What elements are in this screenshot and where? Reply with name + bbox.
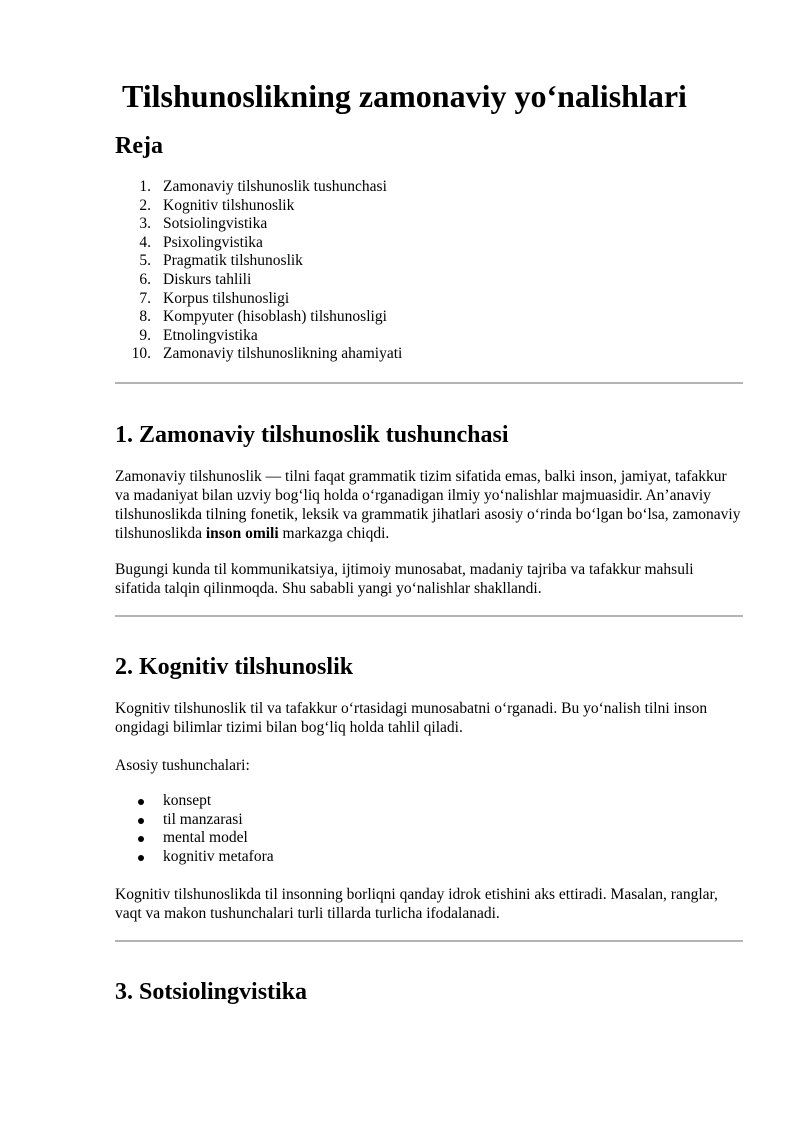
plan-item xyxy=(115,234,402,253)
bullet-icon xyxy=(138,836,144,842)
paragraph-text: Zamonaviy tilshunoslik — tilni faqat grammatik tizim sifatida emas, balki inson, jamiyat, tafakkur va madaniyat bilan uzviy bog‘liq holda o‘rganadigan ilmiy yo‘nalishlar majmuasidir. An’anaviy tilshunoslikda tilning fonetik, leksik va grammatik jihatlari asosiy o‘rinda bo‘lgan bo‘lsa, zamonaviy tilshunoslikda xyxy=(115,468,741,542)
plan-item-text: Pragmatik tilshunoslik xyxy=(163,252,303,270)
plan-item-text: Korpus tilshunosligi xyxy=(163,289,290,307)
plan-item xyxy=(115,178,402,197)
document-title: Tilshunoslikning zamonaviy yo‘nalishlari xyxy=(122,78,687,114)
list-item xyxy=(115,792,274,811)
section-2-paragraph-3: Kognitiv tilshunoslikda til insonning borliqni qanday idrok etishini aks ettiradi. Masalan, ranglar, vaqt va makon tushunchalari turli tillarda turlicha ifodalanadi. xyxy=(115,886,718,922)
plan-item-number: 1. xyxy=(139,178,151,195)
plan-item-number: 8. xyxy=(139,308,151,326)
plan-item-text: Kognitiv tilshunoslik xyxy=(163,196,295,214)
plan-item-text: Psixolingvistika xyxy=(163,233,263,251)
list-item-text: til manzarasi xyxy=(163,810,243,828)
list-item xyxy=(115,811,274,830)
list-item-text: konsept xyxy=(163,792,212,809)
list-item xyxy=(115,848,274,867)
plan-list xyxy=(115,178,402,364)
emphasized-term: inson omili xyxy=(205,525,279,542)
bullet-icon xyxy=(138,855,144,861)
section-2-heading: 2. Kognitiv tilshunoslik xyxy=(115,654,354,680)
plan-item-text: Sotsiolingvistika xyxy=(163,215,268,233)
list-item xyxy=(115,829,274,848)
section-3-heading: 3. Sotsiolingvistika xyxy=(115,979,308,1005)
plan-item xyxy=(115,215,402,234)
plan-item-number: 6. xyxy=(139,270,151,288)
plan-item-text: Zamonaviy tilshunoslik tushunchasi xyxy=(163,178,387,195)
plan-item-number: 2. xyxy=(139,196,151,214)
plan-item-number: 5. xyxy=(139,252,151,270)
section-2-paragraph-1: Kognitiv tilshunoslik til va tafakkur o‘rtasidagi munosabatni o‘rganadi. Bu yo‘nalish tilni inson ongidagi bilimlar tizimi bilan bog‘liq holda tahlil qiladi. xyxy=(115,700,708,736)
section-divider xyxy=(115,615,743,617)
section-2-paragraph-2: Asosiy tushunchalari: xyxy=(115,757,250,774)
list-item-text: mental model xyxy=(163,829,248,847)
section-divider xyxy=(115,940,743,942)
plan-item xyxy=(115,308,402,327)
plan-item-text: Zamonaviy tilshunoslikning ahamiyati xyxy=(163,345,403,363)
plan-item-number: 7. xyxy=(139,289,151,307)
plan-item xyxy=(115,271,402,290)
section-1-paragraph-1 xyxy=(115,467,743,543)
plan-item-number: 9. xyxy=(139,326,151,344)
plan-heading: Reja xyxy=(115,133,163,159)
plan-item xyxy=(115,345,402,364)
plan-item xyxy=(115,327,402,346)
section-1-paragraph-2: Bugungi kunda til kommunikatsiya, ijtimoiy munosabat, madaniy tajriba va tafakkur mahsuli sifatida talqin qilinmoqda. Shu sababli yangi yo‘nalishlar shakllandi. xyxy=(115,561,694,597)
plan-item xyxy=(115,252,402,271)
plan-item-text: Kompyuter (hisoblash) tilshunosligi xyxy=(163,308,387,326)
plan-item-text: Diskurs tahlili xyxy=(163,270,252,288)
plan-item-number: 3. xyxy=(139,215,151,233)
section-divider xyxy=(115,382,743,384)
plan-item xyxy=(115,290,402,309)
plan-item-number: 10. xyxy=(131,345,151,363)
paragraph-text: markazga chiqdi. xyxy=(278,525,390,542)
bullet-icon xyxy=(138,818,144,824)
bullet-icon xyxy=(138,799,144,805)
list-item-text: kognitiv metafora xyxy=(163,847,274,865)
plan-item xyxy=(115,197,402,216)
plan-item-text: Etnolingvistika xyxy=(163,326,258,344)
concepts-list xyxy=(115,792,274,866)
plan-item-number: 4. xyxy=(139,233,151,251)
section-1-heading: 1. Zamonaviy tilshunoslik tushunchasi xyxy=(115,422,509,448)
